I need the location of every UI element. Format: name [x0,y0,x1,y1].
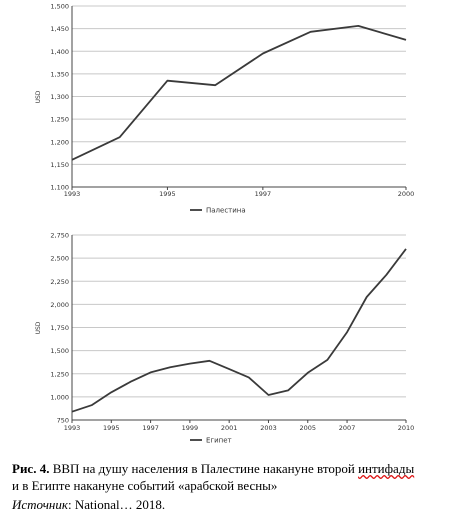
caption-line-1 [12,460,452,477]
x-tick-label: 1995 [103,424,120,432]
x-tick-label: 2000 [397,190,415,198]
legend-label: Египет [206,436,232,445]
source-label: Источник [12,497,68,512]
figure-label: Рис. 4. [12,461,50,476]
y-tick-label: 1,400 [50,47,69,56]
y-tick-label: 2,000 [50,300,69,309]
y-tick-label: 1,150 [50,160,69,169]
x-tick-label: 2010 [397,424,415,432]
figure-caption [12,460,452,513]
source-text: : National… 2018. [67,497,166,512]
legend-label: Палестина [206,206,246,215]
x-tick-label: 1993 [63,190,81,198]
chart-svg [0,228,464,456]
y-tick-label: 1,100 [50,183,69,192]
legend [190,207,246,215]
y-tick-label: 1,250 [50,115,69,124]
x-tick-label: 1997 [254,190,272,198]
x-tick-label: 2007 [338,424,356,432]
palestine-gdp-chart [0,0,464,228]
y-tick-label: 1,750 [50,324,69,332]
x-tick-label: 1993 [63,424,81,432]
x-tick-label: 2003 [260,424,277,432]
x-tick-label: 1995 [159,190,176,198]
y-tick-label: 2,750 [50,231,69,240]
y-axis-label: USD [35,90,42,104]
series-line [72,249,406,412]
legend [190,437,232,445]
y-axis-label: USD [35,321,42,335]
y-tick-label: 1,350 [50,70,69,79]
egypt-gdp-chart [0,228,464,456]
chart-svg [0,0,464,228]
x-tick-label: 1997 [142,424,159,432]
x-tick-label: 2001 [220,424,238,432]
y-tick-label: 1,000 [50,393,69,402]
series-line [72,26,406,160]
x-tick-label: 1999 [181,424,199,432]
y-tick-label: 1,500 [50,2,69,11]
y-tick-label: 2,250 [50,277,69,286]
x-tick-label: 2005 [299,424,317,432]
y-tick-label: 1,300 [50,93,69,101]
caption-line-2: и в Египте накануне событий «арабской весны» [12,478,278,493]
y-tick-label: 1,250 [50,370,69,379]
y-tick-label: 1,450 [50,25,69,34]
y-tick-label: 750 [56,416,69,425]
y-tick-label: 2,500 [50,254,69,263]
caption-text-1: ВВП на душу населения в Палестине накануне второй [49,461,359,476]
caption-source [12,496,452,513]
y-tick-label: 1,200 [50,138,69,147]
y-tick-label: 1,500 [50,347,69,356]
caption-spellcheck-word: интифады [358,461,415,476]
